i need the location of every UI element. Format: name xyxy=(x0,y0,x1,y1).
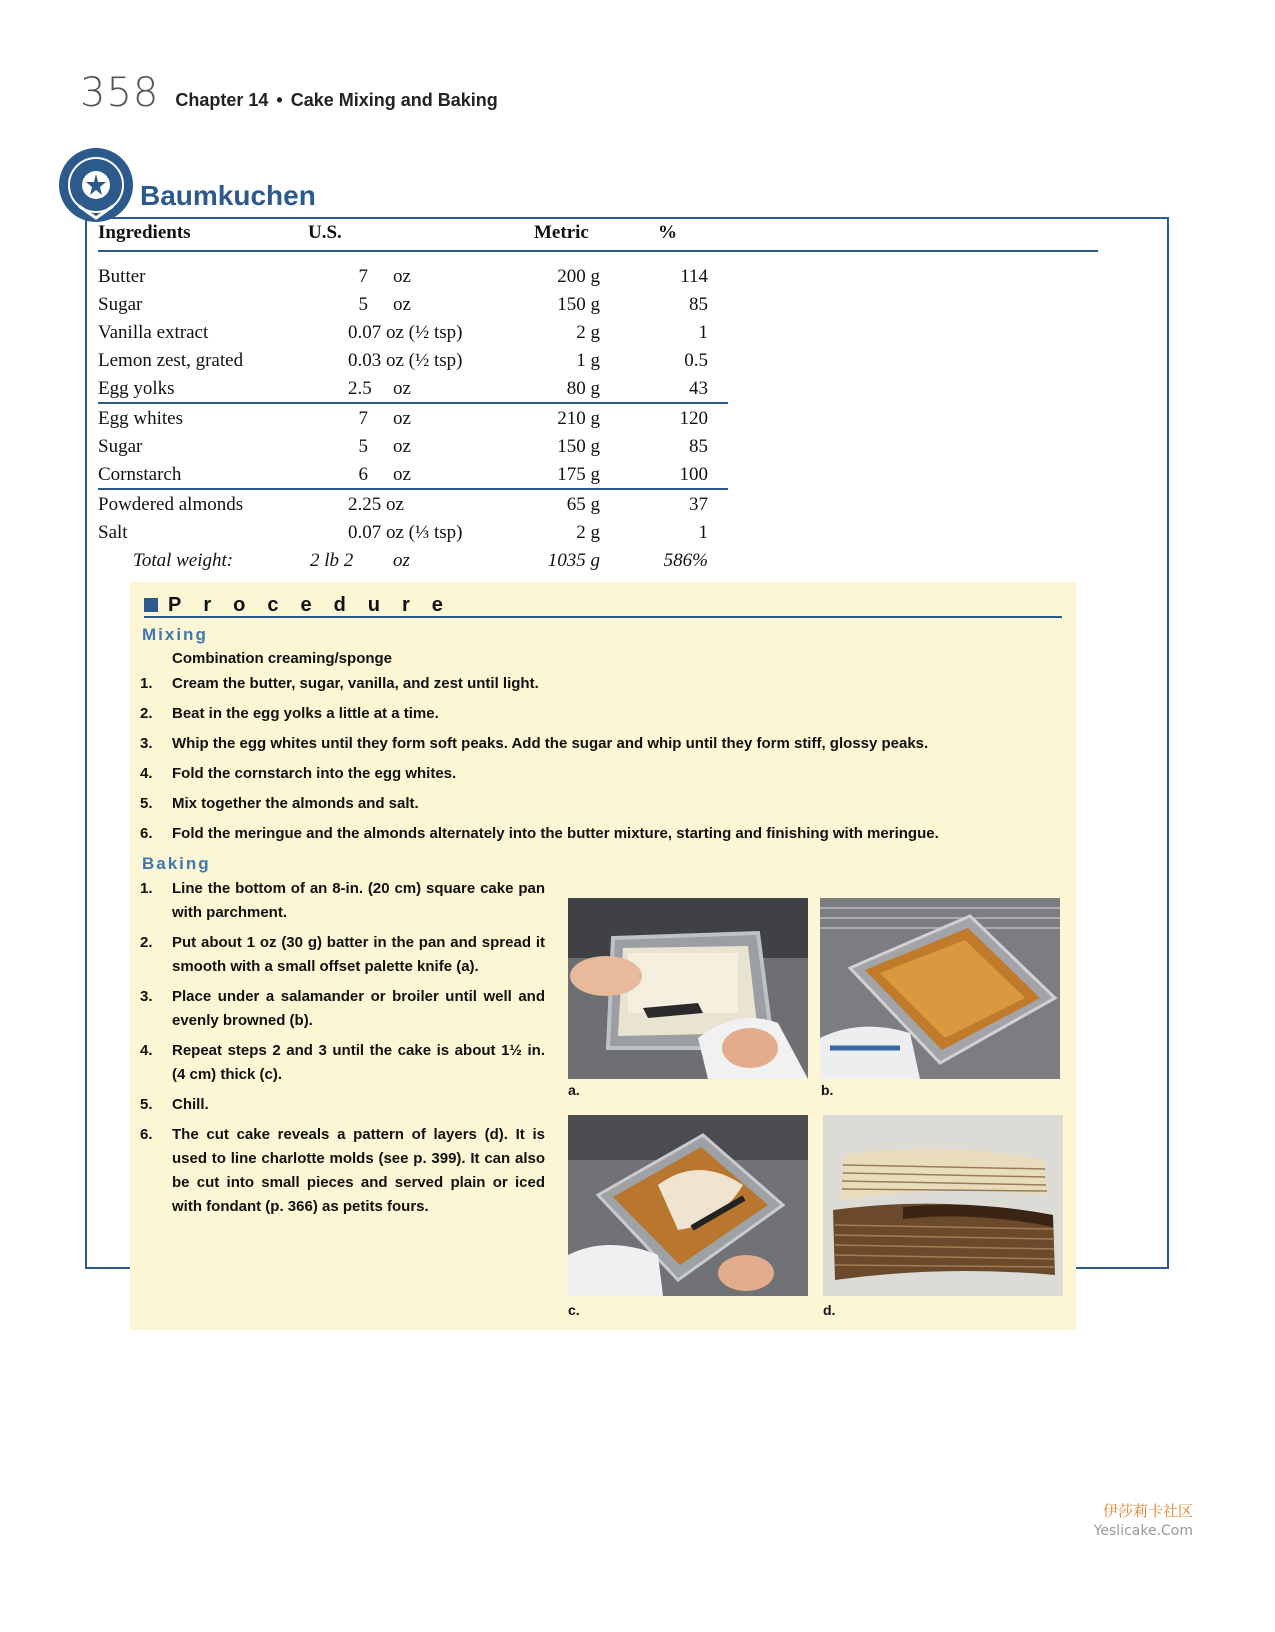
ingredient-metric: 150 g xyxy=(557,294,600,315)
step-text: Put about 1 oz (30 g) batter in the pan and spread it smooth with a small offset palette knife (a). xyxy=(172,934,545,975)
step-text: Repeat steps 2 and 3 until the cake is about 1½ in. (4 cm) thick (c). xyxy=(172,1042,545,1083)
step-text: Line the bottom of an 8-in. (20 cm) square cake pan with parchment. xyxy=(172,880,545,921)
ingredient-name: Powdered almonds xyxy=(98,494,244,515)
ingredient-unit: oz xyxy=(393,378,411,399)
ingredient-metric: 80 g xyxy=(566,378,600,399)
ingredient-unit: oz xyxy=(393,464,411,485)
ingredient-metric: 65 g xyxy=(566,494,600,515)
mixing-heading: Mixing xyxy=(142,625,208,644)
chapter-bullet: • xyxy=(276,90,283,110)
step-text: Mix together the almonds and salt. xyxy=(172,795,419,812)
ingredient-pct: 43 xyxy=(689,378,708,399)
adding-layer-photo xyxy=(568,1115,808,1296)
ingredient-name: Butter xyxy=(98,266,146,287)
ingredient-pct: 85 xyxy=(689,436,708,457)
ingredient-unit: oz xyxy=(393,436,411,457)
baking-heading: Baking xyxy=(142,854,211,873)
ingredient-pct: 85 xyxy=(689,294,708,315)
step-number: 4. xyxy=(140,765,153,782)
step-text: Fold the cornstarch into the egg whites. xyxy=(172,765,457,782)
step-text: Fold the meringue and the almonds alternately into the butter mixture, starting and finishing with meringue. xyxy=(172,825,939,842)
step-number: 6. xyxy=(140,825,153,842)
mixing-subheading: Combination creaming/sponge xyxy=(172,650,393,667)
ingredient-metric: 210 g xyxy=(557,408,600,429)
watermark-en: Yeslicake.Com xyxy=(1093,1523,1193,1539)
baking-step xyxy=(140,985,545,1033)
table-row xyxy=(98,460,728,490)
step-text: Place under a salamander or broiler until well and evenly browned (b). xyxy=(172,988,545,1029)
ingredient-unit: oz xyxy=(393,408,411,429)
square-bullet-icon xyxy=(144,598,158,612)
ingredient-pct: 1 xyxy=(698,322,708,343)
photo-caption: a. xyxy=(568,1082,580,1098)
ingredient-qty: 5 xyxy=(358,294,368,315)
ingredient-pct: 37 xyxy=(689,494,708,515)
ingredient-qty: 5 xyxy=(358,436,368,457)
ingredient-table-header xyxy=(98,220,1098,252)
step-number: 2. xyxy=(140,705,153,722)
mixing-step xyxy=(140,792,419,816)
ingredient-pct: 114 xyxy=(680,266,708,287)
ingredient-qty: 7 xyxy=(358,408,368,429)
ingredient-name: Sugar xyxy=(98,436,143,457)
column-metric: Metric xyxy=(534,222,589,243)
column-pct: % xyxy=(658,222,677,243)
step-number: 1. xyxy=(140,880,153,897)
step-text: Cream the butter, sugar, vanilla, and zest until light. xyxy=(172,675,539,692)
table-row xyxy=(98,404,728,432)
total-pct: 586% xyxy=(663,550,708,571)
mixing-step xyxy=(140,672,539,696)
table-row xyxy=(98,432,728,460)
mixing-step xyxy=(140,732,928,756)
total-label: Total weight: xyxy=(133,550,234,571)
ingredient-metric: 200 g xyxy=(557,266,600,287)
ingredient-pct: 1 xyxy=(698,522,708,543)
total-qty: 2 lb 2 xyxy=(310,550,354,571)
step-number: 5. xyxy=(140,1096,153,1113)
baking-step xyxy=(140,877,545,925)
procedure-title-text: Procedure xyxy=(168,594,465,616)
total-row xyxy=(98,546,728,574)
page-header xyxy=(80,70,498,116)
table-row xyxy=(98,318,728,346)
ingredient-metric: 175 g xyxy=(557,464,600,485)
ingredient-unit: oz xyxy=(393,294,411,315)
total-metric: 1035 g xyxy=(547,550,600,571)
ingredient-qty: 2.5 xyxy=(348,378,372,399)
ingredient-name: Egg yolks xyxy=(98,378,175,399)
chapter-heading xyxy=(175,90,497,111)
step-number: 2. xyxy=(140,934,153,951)
chapter-number: Chapter 14 xyxy=(175,90,269,110)
watermark-cn: 伊莎莉卡社区 xyxy=(1102,1502,1193,1520)
le-cordon-bleu-seal-icon xyxy=(57,146,135,224)
ingredient-unit: 0.03 oz (½ tsp) xyxy=(348,350,463,371)
mixing-step xyxy=(140,702,439,726)
column-ingredients: Ingredients xyxy=(98,222,191,243)
photo-caption: c. xyxy=(568,1302,580,1318)
table-row xyxy=(98,262,728,290)
ingredient-unit: 0.07 oz (⅓ tsp) xyxy=(348,522,463,543)
ingredient-name: Egg whites xyxy=(98,408,183,429)
ingredient-metric: 1 g xyxy=(576,350,600,371)
table-row xyxy=(98,518,728,546)
ingredient-unit: 2.25 oz xyxy=(348,494,404,515)
procedure-title xyxy=(144,594,1062,618)
baking-step xyxy=(140,1093,545,1117)
mixing-step xyxy=(140,822,939,846)
step-number: 3. xyxy=(140,988,153,1005)
browned-layer-photo xyxy=(820,898,1060,1079)
ingredient-pct: 120 xyxy=(679,408,708,429)
site-watermark xyxy=(1094,1500,1193,1539)
table-row xyxy=(98,374,728,404)
ingredient-qty: 7 xyxy=(358,266,368,287)
table-row xyxy=(98,290,728,318)
mixing-step xyxy=(140,762,456,786)
ingredient-metric: 2 g xyxy=(576,322,600,343)
step-number: 6. xyxy=(140,1126,153,1143)
ingredient-name: Lemon zest, grated xyxy=(98,350,244,371)
photo-caption: d. xyxy=(823,1302,836,1318)
step-text: Chill. xyxy=(172,1096,209,1113)
step-text: The cut cake reveals a pattern of layers (d). It is used to line charlotte molds (see p. 399). It can also be cut into small pieces and served plain or iced with fondant (p. 366) as petits fours. xyxy=(172,1126,545,1215)
step-text: Whip the egg whites until they form soft peaks. Add the sugar and whip until they form stiff, glossy peaks. xyxy=(172,735,929,752)
step-number: 3. xyxy=(140,735,153,752)
ingredient-pct: 0.5 xyxy=(684,350,708,371)
table-row xyxy=(98,346,728,374)
cut-cake-layers-photo xyxy=(823,1115,1063,1296)
ingredient-unit: 0.07 oz (½ tsp) xyxy=(348,322,463,343)
ingredient-qty: 6 xyxy=(358,464,368,485)
column-us: U.S. xyxy=(308,222,342,243)
ingredient-name: Sugar xyxy=(98,294,143,315)
ingredient-table xyxy=(98,220,1098,574)
spreading-batter-photo xyxy=(568,898,808,1079)
ingredient-name: Cornstarch xyxy=(98,464,182,485)
step-text: Beat in the egg yolks a little at a time. xyxy=(172,705,439,722)
baking-step xyxy=(140,931,545,979)
page-number: 358 xyxy=(80,70,160,116)
step-number: 5. xyxy=(140,795,153,812)
total-unit: oz xyxy=(393,550,410,571)
ingredient-pct: 100 xyxy=(679,464,708,485)
ingredient-name: Vanilla extract xyxy=(98,322,209,343)
baking-step xyxy=(140,1039,545,1087)
ingredient-metric: 150 g xyxy=(557,436,600,457)
ingredient-metric: 2 g xyxy=(576,522,600,543)
table-row xyxy=(98,490,728,518)
procedure-panel xyxy=(130,582,1076,1330)
chapter-title: Cake Mixing and Baking xyxy=(290,90,498,110)
photo-caption: b. xyxy=(821,1082,834,1098)
recipe-title: Baumkuchen xyxy=(140,180,326,212)
ingredient-name: Salt xyxy=(98,522,128,543)
baking-step xyxy=(140,1123,545,1219)
step-number: 4. xyxy=(140,1042,153,1059)
ingredient-unit: oz xyxy=(393,266,411,287)
step-number: 1. xyxy=(140,675,153,692)
